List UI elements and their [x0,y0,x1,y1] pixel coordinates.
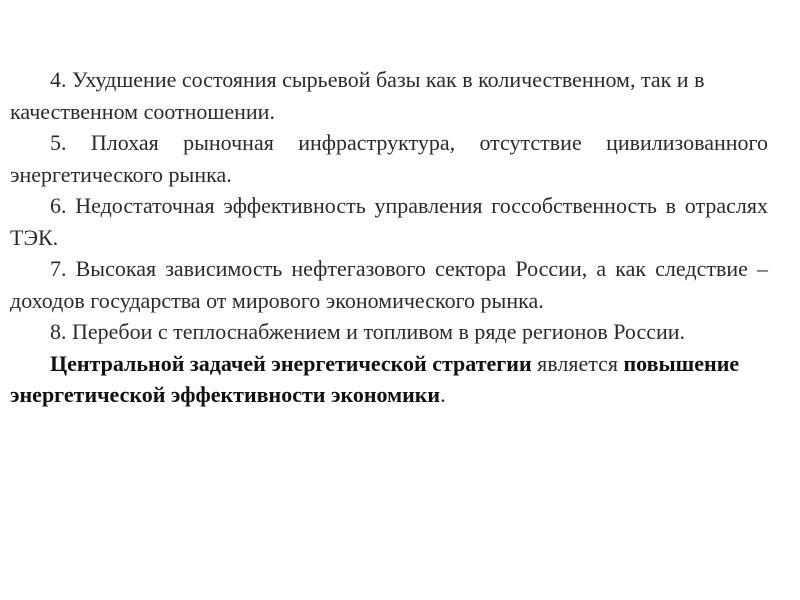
conclusion-bold-start: Центральной задачей энергетической стратегии [50,350,532,376]
conclusion-middle: является [531,350,624,376]
conclusion-end: . [440,382,446,407]
paragraph-5: 5. Плохая рыночная инфраструктура, отсутствие цивилизованного энергетического рынка. [10,130,768,187]
paragraph-8: 8. Перебои с теплоснабжением и топливом в ряде регионов России. [50,319,686,344]
text-block [10,64,768,411]
paragraph-6: 6. Недостаточная эффективность управления госсобственность в отраслях ТЭК. [10,193,768,250]
conclusion-bold-end: повышение энергетической эффективности экономики [10,350,740,407]
conclusion-paragraph [10,348,768,411]
paragraph-4: 4. Ухудшение состояния сырьевой базы как в количественном, так и в качественном соотношении. [10,67,705,124]
paragraph-7: 7. Высокая зависимость нефтегазового сектора России, а как следствие – доходов государства от мирового экономического рынка. [10,256,768,313]
